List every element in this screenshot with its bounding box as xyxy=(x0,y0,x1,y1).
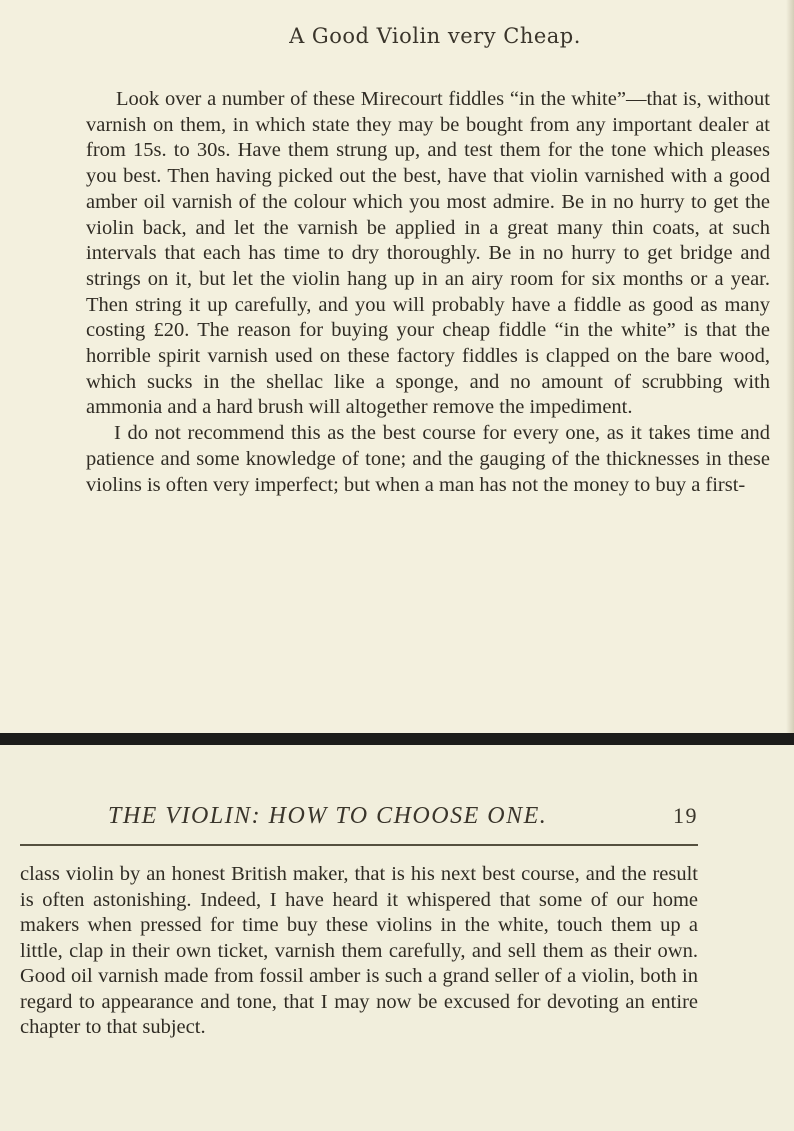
header-rule xyxy=(20,844,698,846)
running-head-bottom xyxy=(108,803,698,833)
body-paragraph-continued: class violin by an honest British maker, that is his next best course, and the result is often astonishing. Indeed, I have heard it whispered that some of our home makers when pressed for time buy these violins in the white, touch them up a little, clap in their own ticket, varnish them carefully, and sell them as their own. Good oil varnish made from fossil amber is such a grand seller of a violin, both in regard to appearance and tone, that I may now be excused for devoting an entire chapter to that subject. xyxy=(20,863,698,1038)
lower-page-body xyxy=(20,862,698,1041)
body-paragraph-2: I do not recommend this as the best course for every one, as it takes time and patience and some knowledge of tone; and the gauging of the thicknesses in these violins is often very imperfect; but when a man has not the money to buy a first- xyxy=(86,422,770,496)
body-paragraph-1: Look over a number of these Mirecourt fiddles “in the white”—that is, without varnish on them, in which state they may be bought from any important dealer at from 15s. to 30s. Have them strung up, and test them for the tone which pleases you best. Then having picked out the best, have that violin varnished with a good amber oil varnish of the colour which you most admire. Be in no hurry to get the violin back, and let the varnish be applied in a great many thin coats, at such intervals that each has time to dry thoroughly. Be in no hurry to get bridge and strings on it, but let the violin hang up in an airy room for six months or a year. Then string it up carefully, and you will probably have a fiddle as good as many costing £20. The reason for buying your cheap fiddle “in the white” is that the horrible spirit varnish used on these factory fiddles is clapped on the bare wood, which sucks in the shellac like a sponge, and no amount of scrubbing with ammonia and a hard brush will altogether remove the impediment. xyxy=(86,88,770,419)
lower-page xyxy=(0,745,794,1131)
page-divider-band xyxy=(0,733,794,745)
running-head-title: THE VIOLIN: HOW TO CHOOSE ONE. xyxy=(108,803,548,829)
upper-page-body xyxy=(86,87,770,498)
running-head-top: A Good Violin very Cheap. xyxy=(289,24,581,48)
page-number: 19 xyxy=(673,803,698,828)
